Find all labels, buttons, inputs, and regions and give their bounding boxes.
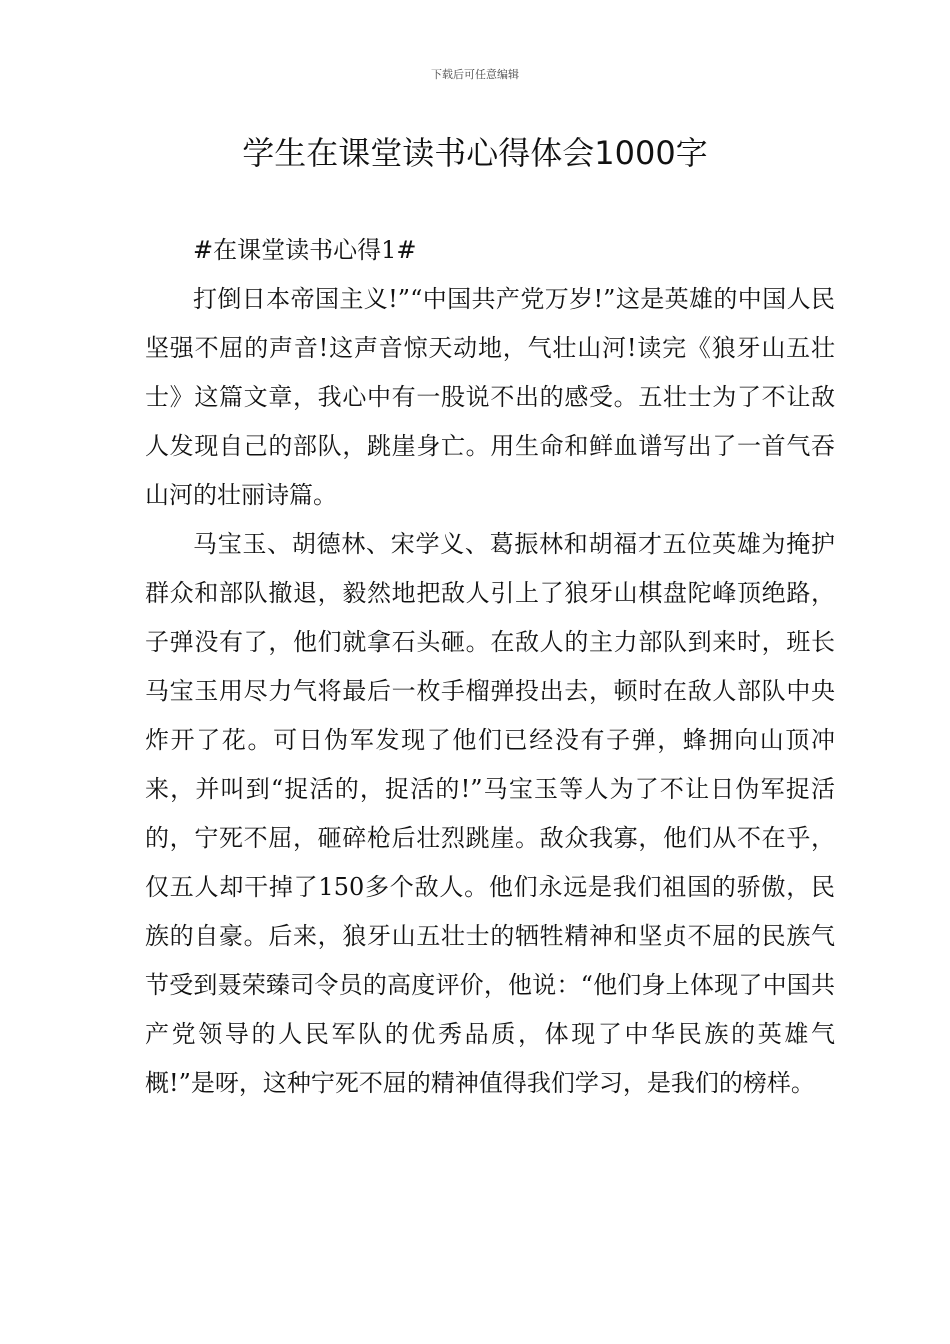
paragraph: 马宝玉、胡德林、宋学义、葛振林和胡福才五位英雄为掩护群众和部队撤退，毅然地把敌人引上了狼牙山棋盘陀峰顶绝路，子弹没有了，他们就拿石头砸。在敌人的主力部队到来时，班长马宝玉用尽力气将最后一枚手榴弹投出去，顿时在敌人部队中央炸开了花。可日伪军发现了他们已经没有子弹，蜂拥向山顶冲来，并叫到“捉活的，捉活的!”马宝玉等人为了不让日伪军捉活的，宁死不屈，砸碎枪后壮烈跳崖。敌众我寡，他们从不在乎，仅五人却干掉了150多个敌人。他们永远是我们祖国的骄傲，民族的自豪。后来，狼牙山五壮士的牺牲精神和坚贞不屈的民族气节受到聂荣臻司令员的高度评价，他说：“他们身上体现了中国共产党领导的人民军队的优秀品质，体现了中华民族的英雄气概!”是呀，这种宁死不屈的精神值得我们学习，是我们的榜样。 <box>145 530 835 1097</box>
section-heading: #在课堂读书心得1# <box>193 236 417 264</box>
document-title: 学生在课堂读书心得体会1000字 <box>242 134 708 172</box>
document-body <box>145 226 835 1108</box>
paragraph: 打倒日本帝国主义!”“中国共产党万岁!”这是英雄的中国人民坚强不屈的声音!这声音惊天动地，气壮山河!读完《狼牙山五壮士》这篇文章，我心中有一股说不出的感受。五壮士为了不让敌人发现自己的部队，跳崖身亡。用生命和鲜血谱写出了一首气吞山河的壮丽诗篇。 <box>145 285 835 509</box>
header-note: 下载后可任意编辑 <box>431 68 519 81</box>
